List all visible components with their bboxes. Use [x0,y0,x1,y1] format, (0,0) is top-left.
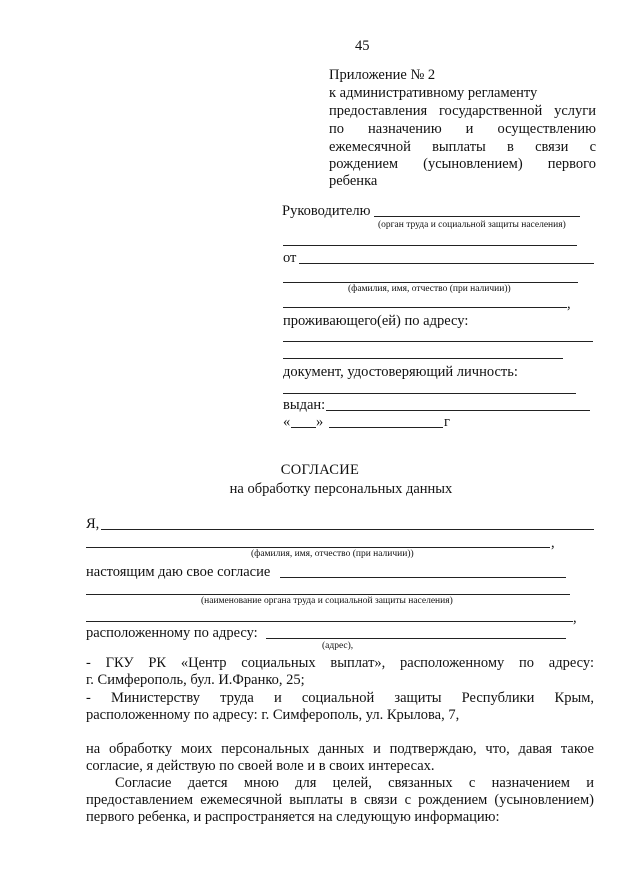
organ-field-line-2[interactable] [86,594,570,595]
address-field-line[interactable] [266,638,566,639]
organ-field-line[interactable] [374,216,580,217]
paragraph-line: первого ребенка, и распространяется на следующую информацию: [86,809,500,825]
i-fio-field-line[interactable] [101,529,594,530]
document-title: СОГЛАСИЕ [280,462,360,478]
date-month-line[interactable] [329,427,443,428]
fio-field-line[interactable] [283,282,578,283]
address-field-line[interactable] [283,341,593,342]
from-field-line[interactable] [299,263,594,264]
fio-caption: (фамилия, имя, отчество (при наличии)) [348,284,511,294]
appendix-line: рождением (усыновлением) первого [329,156,596,172]
fio-caption: (фамилия, имя, отчество (при наличии)) [251,549,414,559]
comma: , [567,296,571,312]
paragraph-line: согласие, я действую по своей воле и в своих интересах. [86,758,435,774]
to-label: Руководителю [282,203,371,219]
address-caption: (адрес), [322,641,354,651]
date-open-quote: « [283,414,291,430]
consent-label: настоящим даю свое согласие [86,564,271,580]
from-label: от [283,250,297,266]
organ-field-line[interactable] [280,577,566,578]
page-number: 45 [355,38,370,54]
organ-field-line-3[interactable] [86,621,573,622]
appendix-line: предоставления государственной услуги [329,103,596,119]
appendix-line: к административному регламенту [329,85,538,101]
organ-caption: (орган труда и социальной защиты населения) [378,220,566,230]
gku-line: - ГКУ РК «Центр социальных выплат», расположенному по адресу: [86,655,594,671]
appendix-line: по назначению и осуществлению [329,121,596,137]
comma: , [573,610,577,626]
date-close-quote: » [316,414,324,430]
document-label: документ, удостоверяющий личность: [283,364,518,380]
gku-line: г. Симферополь, бул. И.Франко, 25; [86,672,305,688]
address-field-line-2[interactable] [283,358,563,359]
fio-field-line-2[interactable] [283,307,567,308]
issued-label: выдан: [283,397,326,413]
issued-field-line[interactable] [326,410,590,411]
organ-caption: (наименование органа труда и социальной защиты населения) [201,596,453,606]
paragraph-line: предоставлением ежемесячной выплаты в связи с рождением (усыновлением) [86,792,594,808]
i-label: Я, [86,516,100,532]
date-day-line[interactable] [291,427,316,428]
ministry-line: - Министерству труда и социальной защиты Республики Крым, [86,690,594,706]
ministry-line: расположенному по адресу: г. Симферополь, ул. Крылова, 7, [86,707,460,723]
located-label: расположенному по адресу: [86,625,258,641]
paragraph-line: на обработку моих персональных данных и подтверждаю, что, давая такое [86,741,594,757]
organ-field-line-2[interactable] [283,245,577,246]
appendix-line: ежемесячной выплаты в связи с [329,139,596,155]
document-subtitle: на обработку персональных данных [229,481,453,497]
appendix-line: ребенка [329,173,378,189]
paragraph-line: Согласие дается мною для целей, связанных с назначением и [115,775,594,791]
appendix-line: Приложение № 2 [329,67,436,83]
i-fio-field-line-2[interactable] [86,547,550,548]
year-suffix: г [444,414,450,430]
comma: , [551,535,555,551]
residing-label: проживающего(ей) по адресу: [283,313,469,329]
document-field-line[interactable] [283,393,576,394]
